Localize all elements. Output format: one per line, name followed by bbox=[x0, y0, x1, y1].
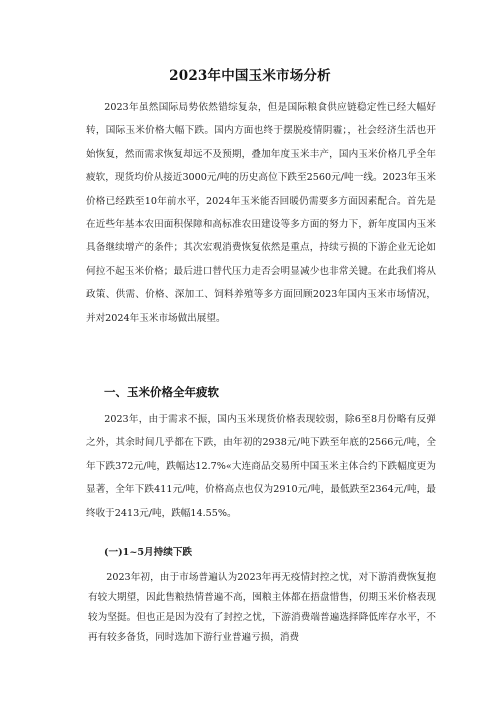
section-heading: 一、玉米价格全年疲软 bbox=[104, 385, 219, 399]
intro-paragraph: 2023年虽然国际局势依然错综复杂，但是国际粮食供应链稳定性已经大幅好转，国际玉米价格大幅下跌。国内方面也终于摆脱疫情阴霾；，社会经济生活也开始恢复，然而需求恢复却远不及预期，叠加年度玉米丰产，国内玉米价格几乎全年疲软，现货均价从接近3000元/吨的历史高位下跌至2560元/吨一线。2023年玉米价格已经跌至10年前水平，2024年玉米能否回暖仍需要多方面因素配合。首先是在近些年基本农田面积保障和高标准农田建设等多方面的努力下，新年度国内玉米具备继续增产的条件；其次宏观消费恢复依然是重点，持续亏损的下游企业无论如何拉不起玉米价格；最后进口替代压力走否会明显减少也非常关键。在此我们将从政策、供需、价格、深加工、饲料养殖等多方面回顾2023年国内玉米市场情况，并对2024年玉米市场做出展望。 bbox=[86, 102, 436, 324]
subsection-heading: (一)1~5月持续下跌 bbox=[104, 547, 193, 558]
document-title: 2023年中国玉米市场分析 bbox=[169, 68, 331, 84]
subsection-paragraph: 2023年初，由于市场普遍认为2023年再无疫情封控之忧，对下游消费恢复抱有较大期望，因此售粮热情普遍不高，囤粮主体都在捂盘惜售，仞期玉米价格表现较为坚挺。但也正是因为没有了封控之忧，下游消费端普遍选择降低库存水平，不再有较多备货，同时选加下游行业普遍亏损，消费 bbox=[88, 572, 436, 643]
section-paragraph: 2023年，由于需求不振，国内玉米现货价格表现较弱，除6至8月份略有反弹之外，其余时间几乎都在下跌，由年初的2938元/吨下跌至年底的2566元/吨，全年下跌372元/吨，跌幅达12.7%«大连商品交易所中国玉米主体合约下跌幅度更为显著，全年下跌411元/吨，价格高点也仅为2910元/吨，最低跌至2364元/吨，最终收于2413元/吨，跌幅14.55%。 bbox=[86, 414, 436, 519]
